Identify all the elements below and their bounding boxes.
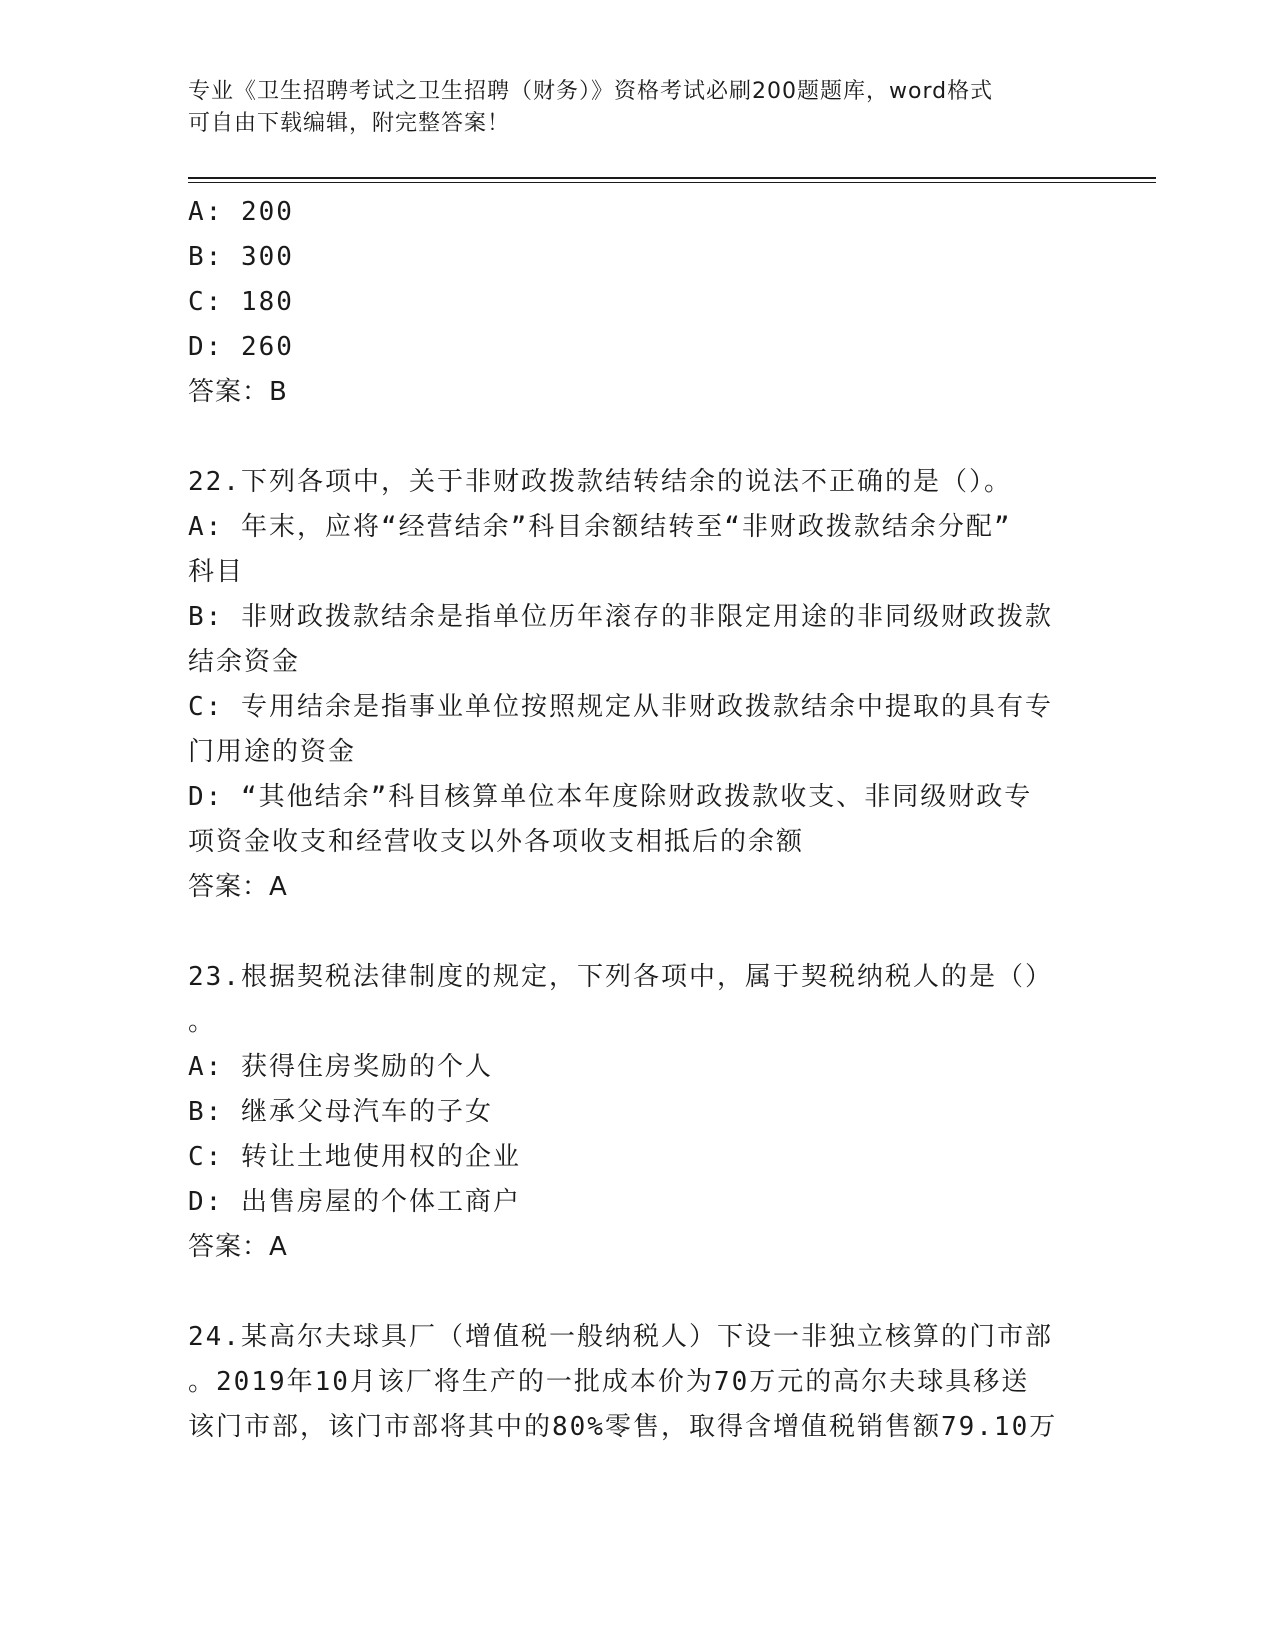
q23-option-b: B: 继承父母汽车的子女 [188, 1097, 493, 1127]
spacer [188, 415, 1078, 460]
q22-option-b-line-2: 结余资金 [188, 647, 301, 677]
question-23-block [188, 955, 1078, 1270]
q24-question-line-1: 24.某高尔夫球具厂（增值税一般纳税人）下设一非独立核算的门市部 [188, 1322, 1053, 1352]
q21-answer: 答案：B [188, 377, 288, 407]
document-header [188, 76, 1068, 140]
question-22-block [188, 460, 1078, 910]
q22-answer: 答案：A [188, 872, 288, 902]
q22-option-c-line-2: 门用途的资金 [188, 737, 357, 767]
spacer [188, 910, 1078, 955]
q21-option-b: B: 300 [188, 242, 294, 272]
header-rule-thin [188, 182, 1156, 183]
question-21-block [188, 190, 1078, 415]
q23-question-line-1: 23.根据契税法律制度的规定，下列各项中，属于契税纳税人的是（） [188, 962, 1053, 992]
q23-answer: 答案：A [188, 1232, 288, 1262]
q21-option-c: C: 180 [188, 287, 294, 317]
spacer [188, 1270, 1078, 1315]
q22-option-c-line-1: C: 专用结余是指事业单位按照规定从非财政拨款结余中提取的具有专 [188, 692, 1053, 722]
document-body [188, 190, 1078, 1450]
q21-option-a: A: 200 [188, 197, 294, 227]
q22-option-b-line-1: B: 非财政拨款结余是指单位历年滚存的非限定用途的非同级财政拨款 [188, 602, 1053, 632]
q22-option-d-line-1: D: “其他结余”科目核算单位本年度除财政拨款收支、非同级财政专 [188, 782, 1033, 812]
q23-question-line-2: 。 [188, 1007, 217, 1037]
q22-option-a-line-1: A: 年末，应将“经营结余”科目余额结转至“非财政拨款结余分配” [188, 512, 1012, 542]
q23-option-d: D: 出售房屋的个体工商户 [188, 1187, 521, 1217]
q23-option-a: A: 获得住房奖励的个人 [188, 1052, 493, 1082]
question-24-block [188, 1315, 1078, 1450]
q24-question-line-3: 该门市部，该门市部将其中的80%零售，取得含增值税销售额79.10万 [188, 1412, 1058, 1442]
q22-option-d-line-2: 项资金收支和经营收支以外各项收支相抵后的余额 [188, 827, 805, 857]
header-line-1: 专业《卫生招聘考试之卫生招聘（财务）》资格考试必刷200题题库，word格式 [188, 79, 994, 104]
header-line-2: 可自由下载编辑，附完整答案！ [188, 111, 511, 136]
q24-question-line-2: 。2019年10月该厂将生产的一批成本价为70万元的高尔夫球具移送 [188, 1367, 1030, 1397]
q23-option-c: C: 转让土地使用权的企业 [188, 1142, 521, 1172]
q22-question: 22.下列各项中，关于非财政拨款结转结余的说法不正确的是（）。 [188, 467, 1012, 497]
header-rule-thick [188, 177, 1156, 179]
q22-option-a-line-2: 科目 [188, 557, 245, 587]
q21-option-d: D: 260 [188, 332, 294, 362]
